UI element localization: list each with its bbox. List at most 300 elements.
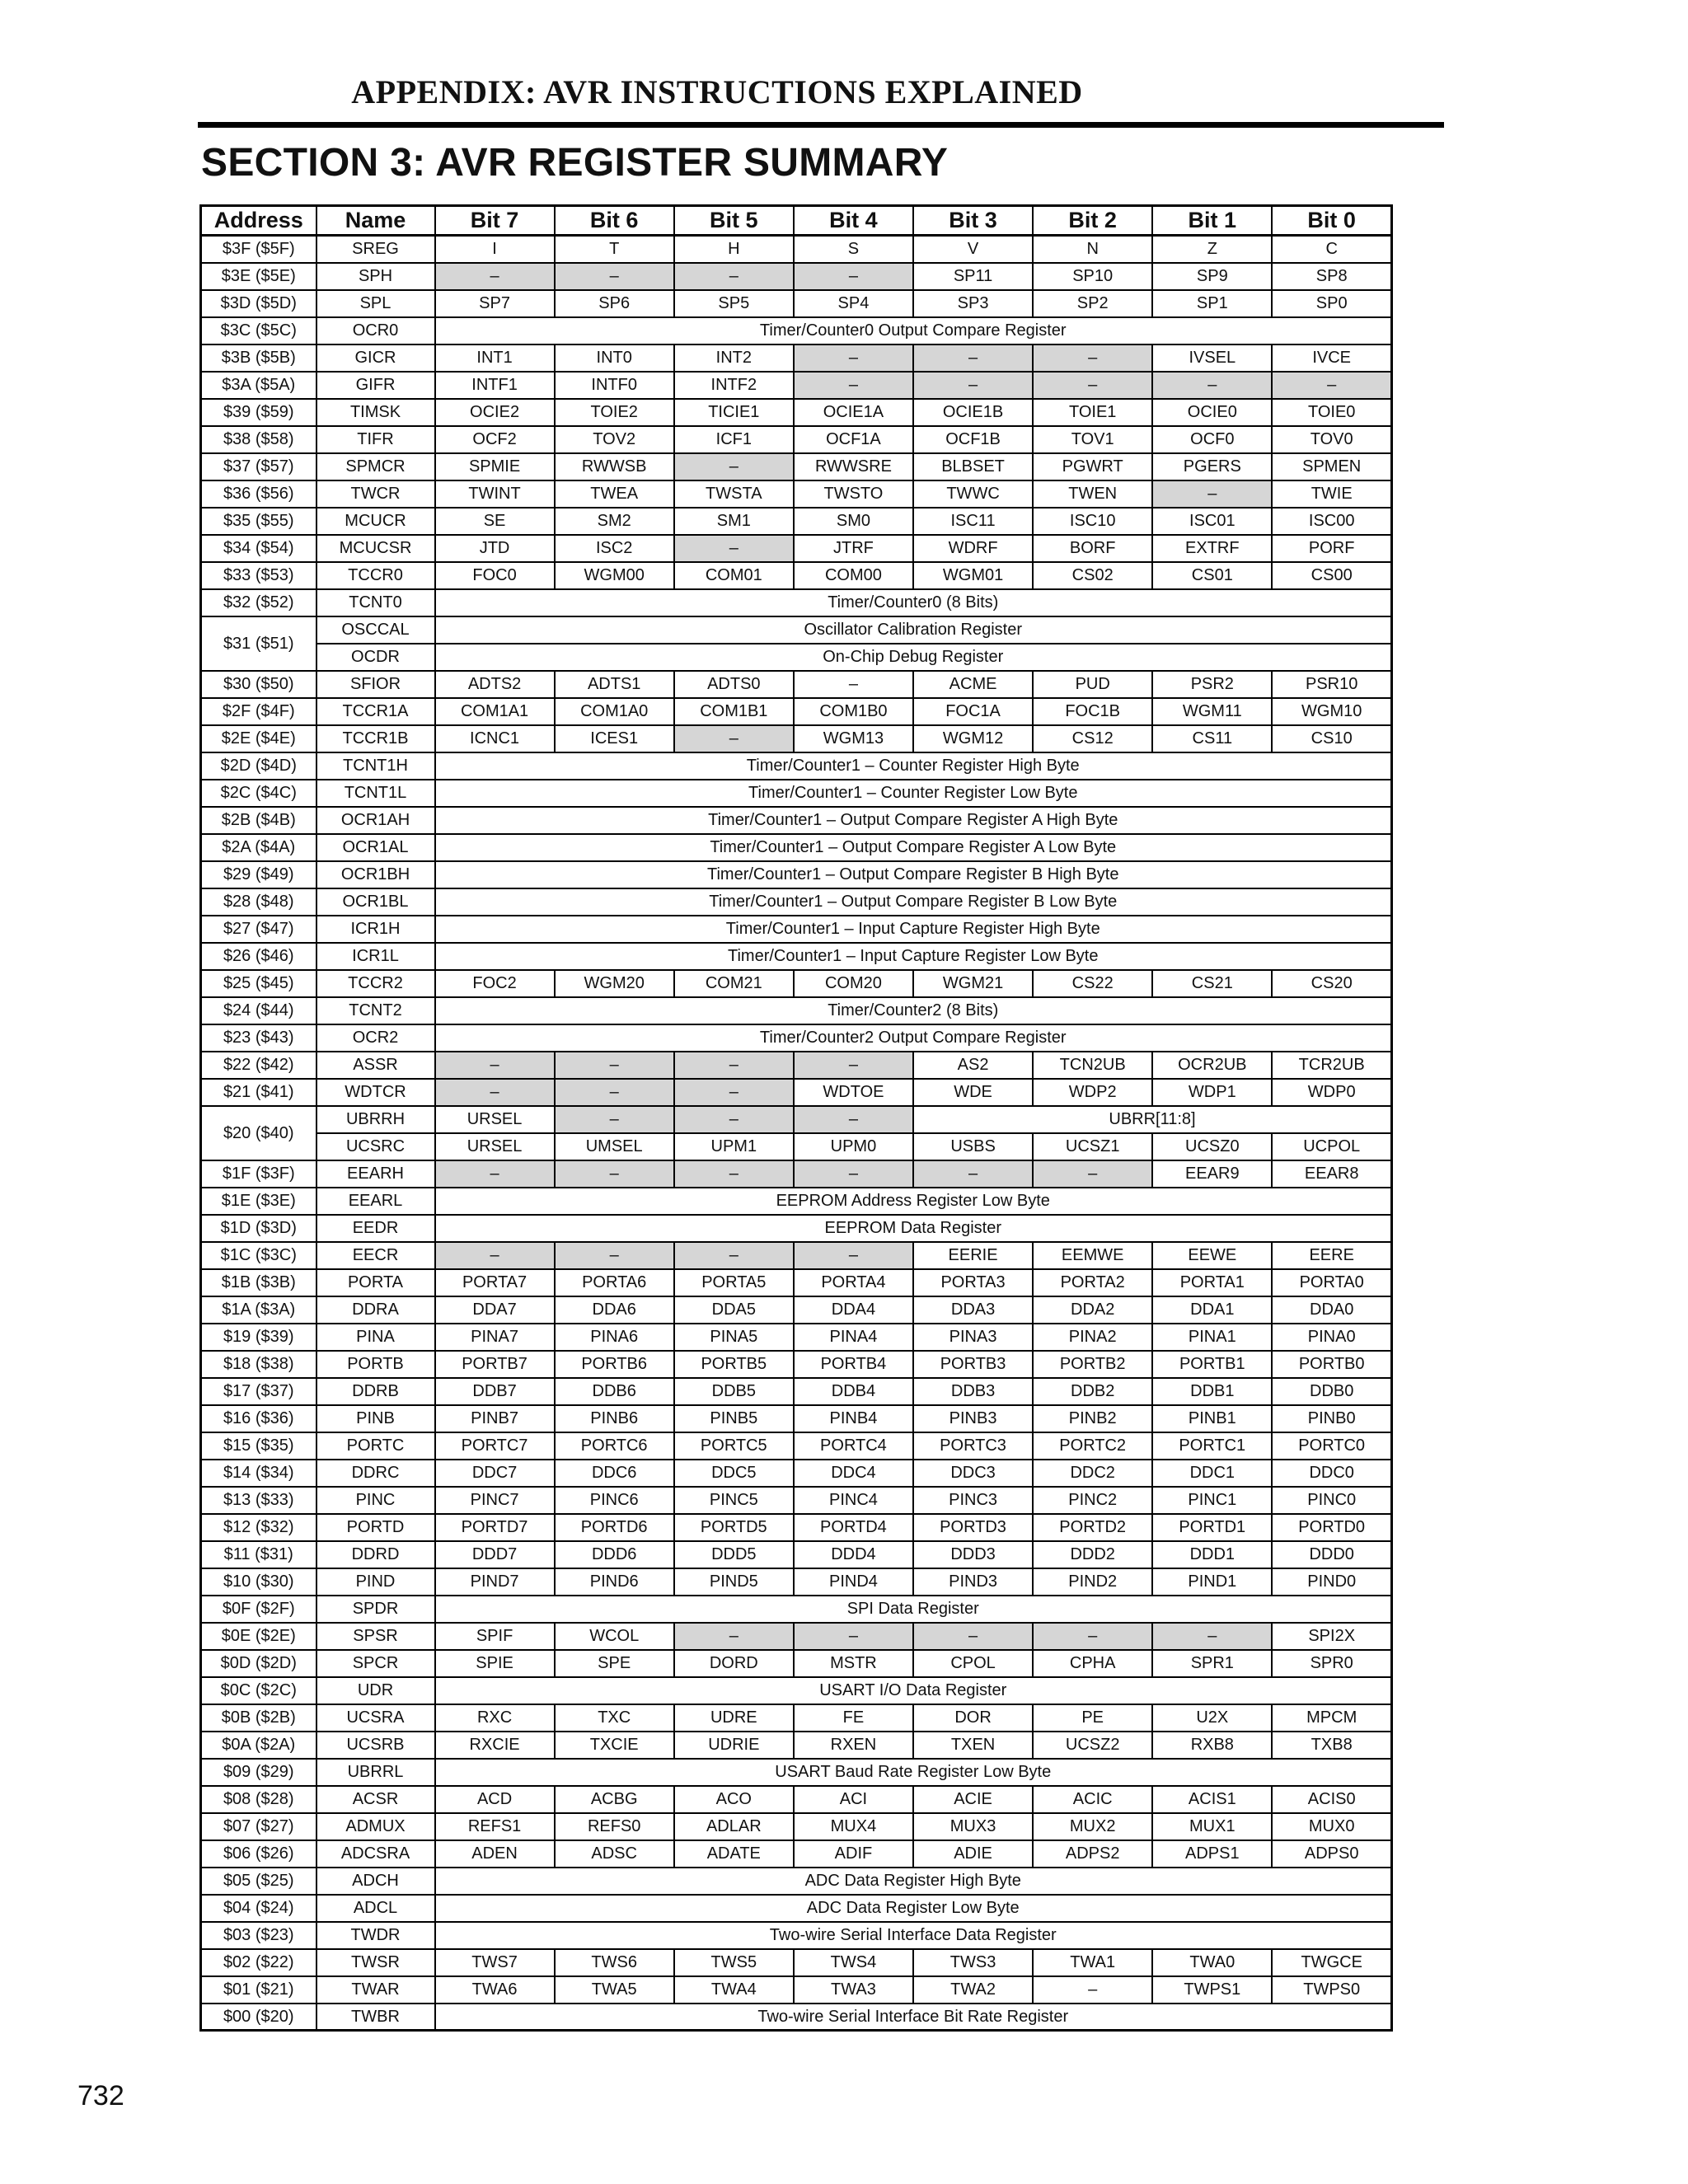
bit-cell: PGWRT	[1033, 453, 1152, 480]
bit-cell: AS2	[913, 1052, 1033, 1079]
table-row	[201, 1976, 1392, 2004]
table-row	[201, 480, 1392, 508]
register-name-cell: SPL	[316, 290, 435, 317]
register-description-cell: Two-wire Serial Interface Bit Rate Register	[435, 2004, 1392, 2031]
table-row	[201, 671, 1392, 698]
register-name-cell: TWDR	[316, 1922, 435, 1949]
bit-cell: INTF1	[435, 372, 555, 399]
table-row	[201, 943, 1392, 970]
bit-cell: WGM11	[1152, 698, 1272, 725]
table-row	[201, 1786, 1392, 1813]
address-cell: $1E ($3E)	[201, 1188, 316, 1215]
register-name-cell: OCR1BL	[316, 888, 435, 916]
table-row	[201, 508, 1392, 535]
bit-cell: COM00	[794, 562, 913, 589]
section-title: SECTION 3: AVR REGISTER SUMMARY	[201, 141, 949, 185]
register-name-cell: TCNT1L	[316, 780, 435, 807]
bit-cell: ICF1	[674, 426, 794, 453]
table-row	[201, 399, 1392, 426]
bit-cell: PSR2	[1152, 671, 1272, 698]
bit-cell: PORTA2	[1033, 1269, 1152, 1296]
table-row	[201, 1215, 1392, 1242]
bit-cell: RXB8	[1152, 1732, 1272, 1759]
address-cell: $3A ($5A)	[201, 372, 316, 399]
reserved-bit-cell: –	[674, 1623, 794, 1650]
register-description-cell: USART I/O Data Register	[435, 1677, 1392, 1704]
address-cell: $30 ($50)	[201, 671, 316, 698]
bit-cell: JTD	[435, 535, 555, 562]
address-cell: $25 ($45)	[201, 970, 316, 997]
bit-cell: DDB6	[555, 1378, 674, 1405]
bit-cell: ADIE	[913, 1840, 1033, 1868]
bit-cell: SPE	[555, 1650, 674, 1677]
register-description-cell: ADC Data Register High Byte	[435, 1868, 1392, 1895]
register-description-cell: SPI Data Register	[435, 1596, 1392, 1623]
register-description-cell: On-Chip Debug Register	[435, 644, 1392, 671]
table-row	[201, 263, 1392, 290]
reserved-bit-cell: –	[555, 263, 674, 290]
register-name-cell: PINC	[316, 1487, 435, 1514]
bit-cell: ISC01	[1152, 508, 1272, 535]
bit-cell: PGERS	[1152, 453, 1272, 480]
address-cell: $08 ($28)	[201, 1786, 316, 1813]
reserved-bit-cell: –	[794, 344, 913, 372]
bit-cell: DDC6	[555, 1460, 674, 1487]
bit-cell: COM20	[794, 970, 913, 997]
table-row	[201, 1840, 1392, 1868]
bit-cell: DDC1	[1152, 1460, 1272, 1487]
register-name-cell: UDR	[316, 1677, 435, 1704]
register-name-cell: WDTCR	[316, 1079, 435, 1106]
register-name-cell: EEARL	[316, 1188, 435, 1215]
bit-cell: TXC	[555, 1704, 674, 1732]
bit-cell: TCN2UB	[1033, 1052, 1152, 1079]
register-name-cell: EEARH	[316, 1160, 435, 1188]
bit-cell: MUX3	[913, 1813, 1033, 1840]
bit-cell: TOV2	[555, 426, 674, 453]
register-description-cell: Timer/Counter0 Output Compare Register	[435, 317, 1392, 344]
bit-cell: EERE	[1272, 1242, 1391, 1269]
bit-cell: PINB4	[794, 1405, 913, 1432]
table-row	[201, 1677, 1392, 1704]
register-name-cell: SPDR	[316, 1596, 435, 1623]
address-cell: $0A ($2A)	[201, 1732, 316, 1759]
register-name-cell: TCNT1H	[316, 752, 435, 780]
address-cell: $23 ($43)	[201, 1024, 316, 1052]
register-name-cell: UCSRC	[316, 1133, 435, 1160]
bit-cell: EEWE	[1152, 1242, 1272, 1269]
bit-cell: PINC6	[555, 1487, 674, 1514]
table-row	[201, 1568, 1392, 1596]
bit-cell: CS01	[1152, 562, 1272, 589]
reserved-bit-cell: –	[1152, 480, 1272, 508]
table-row	[201, 616, 1392, 644]
bit-cell: PORTC2	[1033, 1432, 1152, 1460]
reserved-bit-cell: –	[913, 372, 1033, 399]
table-row	[201, 1160, 1392, 1188]
table-row	[201, 344, 1392, 372]
register-description-cell: Timer/Counter1 – Counter Register Low Byte	[435, 780, 1392, 807]
bit-cell: ADTS2	[435, 671, 555, 698]
bit-cell: COM21	[674, 970, 794, 997]
address-cell: $33 ($53)	[201, 562, 316, 589]
table-row	[201, 1868, 1392, 1895]
bit-cell: C	[1272, 236, 1391, 263]
bit-cell: PORTD3	[913, 1514, 1033, 1541]
table-row	[201, 644, 1392, 671]
bit-cell: CS10	[1272, 725, 1391, 752]
bit-cell: RXEN	[794, 1732, 913, 1759]
bit-cell: PINB1	[1152, 1405, 1272, 1432]
reserved-bit-cell: –	[674, 1052, 794, 1079]
register-name-cell: SPSR	[316, 1623, 435, 1650]
table-row	[201, 1949, 1392, 1976]
bit-cell: PORTA4	[794, 1269, 913, 1296]
table-row	[201, 1106, 1392, 1133]
register-name-cell: OSCCAL	[316, 616, 435, 644]
table-row	[201, 1759, 1392, 1786]
table-row	[201, 1242, 1392, 1269]
table-row	[201, 997, 1392, 1024]
page-number: 732	[77, 2080, 124, 2111]
bit-cell: PINA6	[555, 1324, 674, 1351]
bit-cell: ACIC	[1033, 1786, 1152, 1813]
table-row	[201, 1188, 1392, 1215]
table-row	[201, 1895, 1392, 1922]
bit-cell: DDB1	[1152, 1378, 1272, 1405]
bit-cell: OCF1B	[913, 426, 1033, 453]
running-header: APPENDIX: AVR INSTRUCTIONS EXPLAINED	[351, 73, 1083, 110]
header-rule	[198, 122, 1444, 128]
reserved-bit-cell: –	[674, 725, 794, 752]
bit-cell: JTRF	[794, 535, 913, 562]
bit-cell: PORTA7	[435, 1269, 555, 1296]
bit-cell: WDTOE	[794, 1079, 913, 1106]
bit-cell: PORTB5	[674, 1351, 794, 1378]
bit-cell: ADIF	[794, 1840, 913, 1868]
bit-cell: PORTC5	[674, 1432, 794, 1460]
bit-cell: SPMIE	[435, 453, 555, 480]
address-cell: $12 ($32)	[201, 1514, 316, 1541]
bit-cell: SM2	[555, 508, 674, 535]
col-header-bit5: Bit 5	[674, 206, 794, 236]
bit-cell: DDD4	[794, 1541, 913, 1568]
address-cell: $28 ($48)	[201, 888, 316, 916]
bit-cell: PINC1	[1152, 1487, 1272, 1514]
bit-cell: FOC2	[435, 970, 555, 997]
bit-cell: RXCIE	[435, 1732, 555, 1759]
bit-cell: PORTC6	[555, 1432, 674, 1460]
address-cell: $37 ($57)	[201, 453, 316, 480]
bit-cell: ACO	[674, 1786, 794, 1813]
bit-cell: DDB4	[794, 1378, 913, 1405]
register-name-cell: DDRA	[316, 1296, 435, 1324]
table-row	[201, 834, 1392, 861]
address-cell: $3F ($5F)	[201, 236, 316, 263]
bit-cell: EXTRF	[1152, 535, 1272, 562]
bit-cell: PORTA3	[913, 1269, 1033, 1296]
register-name-cell: TCNT2	[316, 997, 435, 1024]
bit-cell: DDA7	[435, 1296, 555, 1324]
bit-cell: DDA6	[555, 1296, 674, 1324]
bit-cell: DDD7	[435, 1541, 555, 1568]
bit-cell: DDA4	[794, 1296, 913, 1324]
table-row	[201, 236, 1392, 263]
address-cell: $16 ($36)	[201, 1405, 316, 1432]
bit-cell: UCSZ0	[1152, 1133, 1272, 1160]
bit-cell: DDB7	[435, 1378, 555, 1405]
address-cell: $18 ($38)	[201, 1351, 316, 1378]
register-name-cell: DDRB	[316, 1378, 435, 1405]
bit-cell: TOV0	[1272, 426, 1391, 453]
table-body	[201, 236, 1392, 2031]
register-name-cell: PINA	[316, 1324, 435, 1351]
bit-cell: PINB3	[913, 1405, 1033, 1432]
bit-cell: PORTC3	[913, 1432, 1033, 1460]
address-cell: $0E ($2E)	[201, 1623, 316, 1650]
bit-cell: TWA1	[1033, 1949, 1152, 1976]
bit-cell: CS00	[1272, 562, 1391, 589]
bit-cell: OCIE1B	[913, 399, 1033, 426]
table-row	[201, 1460, 1392, 1487]
bit-cell: ADTS0	[674, 671, 794, 698]
bit-cell: SPIF	[435, 1623, 555, 1650]
bit-cell: PORTB7	[435, 1351, 555, 1378]
reserved-bit-cell: –	[1033, 372, 1152, 399]
reserved-bit-cell: –	[435, 1160, 555, 1188]
bit-cell: PORTA5	[674, 1269, 794, 1296]
col-header-bit7: Bit 7	[435, 206, 555, 236]
col-header-bit0: Bit 0	[1272, 206, 1391, 236]
bit-cell: MUX0	[1272, 1813, 1391, 1840]
col-header-bit1: Bit 1	[1152, 206, 1272, 236]
register-name-cell: EECR	[316, 1242, 435, 1269]
bit-cell: COM1B0	[794, 698, 913, 725]
bit-cell: OCR2UB	[1152, 1052, 1272, 1079]
reserved-bit-cell: –	[435, 1242, 555, 1269]
bit-cell: PORTD1	[1152, 1514, 1272, 1541]
bit-cell: PINB2	[1033, 1405, 1152, 1432]
bit-cell: SP6	[555, 290, 674, 317]
register-summary-table	[199, 204, 1393, 2032]
bit-cell: SP11	[913, 263, 1033, 290]
reserved-bit-cell: –	[794, 1242, 913, 1269]
address-cell: $0D ($2D)	[201, 1650, 316, 1677]
bit-cell: PORTB2	[1033, 1351, 1152, 1378]
register-name-cell: DDRD	[316, 1541, 435, 1568]
bit-cell: RWWSB	[555, 453, 674, 480]
reserved-bit-cell: –	[435, 263, 555, 290]
bit-cell: OCIE1A	[794, 399, 913, 426]
register-name-cell: ADCSRA	[316, 1840, 435, 1868]
bit-cell: TWA5	[555, 1976, 674, 2004]
bit-cell: PINB7	[435, 1405, 555, 1432]
reserved-bit-cell: –	[555, 1052, 674, 1079]
reserved-bit-cell: –	[794, 263, 913, 290]
register-description-cell: Timer/Counter1 – Output Compare Register A Low Byte	[435, 834, 1392, 861]
bit-cell: TWSTO	[794, 480, 913, 508]
address-cell: $1F ($3F)	[201, 1160, 316, 1188]
bit-cell: PINA1	[1152, 1324, 1272, 1351]
bit-cell: PINA0	[1272, 1324, 1391, 1351]
address-cell: $1B ($3B)	[201, 1269, 316, 1296]
address-cell: $05 ($25)	[201, 1868, 316, 1895]
reserved-bit-cell: –	[1033, 1623, 1152, 1650]
bit-cell: IVCE	[1272, 344, 1391, 372]
bit-cell: PORTA6	[555, 1269, 674, 1296]
bit-cell: PORTC1	[1152, 1432, 1272, 1460]
table-row	[201, 1813, 1392, 1840]
table-row	[201, 1296, 1392, 1324]
register-name-cell: TCCR1B	[316, 725, 435, 752]
bit-cell: WCOL	[555, 1623, 674, 1650]
bit-cell: CS21	[1152, 970, 1272, 997]
bit-cell: DDA0	[1272, 1296, 1391, 1324]
bit-cell: WDRF	[913, 535, 1033, 562]
table-row	[201, 888, 1392, 916]
bit-cell: WDE	[913, 1079, 1033, 1106]
bit-cell: WGM01	[913, 562, 1033, 589]
register-name-cell: UBRRH	[316, 1106, 435, 1133]
table-row	[201, 1514, 1392, 1541]
bit-cell: SPMEN	[1272, 453, 1391, 480]
bit-cell: PORTD2	[1033, 1514, 1152, 1541]
bit-cell: PORTD7	[435, 1514, 555, 1541]
table-row	[201, 1922, 1392, 1949]
reserved-bit-cell: –	[794, 1106, 913, 1133]
bit-cell: PORTA0	[1272, 1269, 1391, 1296]
bit-cell: WGM00	[555, 562, 674, 589]
bit-cell: ACIE	[913, 1786, 1033, 1813]
col-header-bit3: Bit 3	[913, 206, 1033, 236]
bit-cell: URSEL	[435, 1106, 555, 1133]
reserved-bit-cell: –	[555, 1106, 674, 1133]
reserved-bit-cell: –	[794, 1160, 913, 1188]
bit-cell: ADSC	[555, 1840, 674, 1868]
register-name-cell: TCCR1A	[316, 698, 435, 725]
register-name-cell: ADMUX	[316, 1813, 435, 1840]
table-row	[201, 1079, 1392, 1106]
register-name-cell: OCR1BH	[316, 861, 435, 888]
register-name-cell: SPMCR	[316, 453, 435, 480]
register-name-cell: TWBR	[316, 2004, 435, 2031]
bit-cell: MPCM	[1272, 1704, 1391, 1732]
bit-cell: TXEN	[913, 1732, 1033, 1759]
address-cell: $32 ($52)	[201, 589, 316, 616]
table-row	[201, 535, 1392, 562]
address-cell: $11 ($31)	[201, 1541, 316, 1568]
bit-cell: DDC2	[1033, 1460, 1152, 1487]
bit-cell: PINB0	[1272, 1405, 1391, 1432]
register-description-cell: ADC Data Register Low Byte	[435, 1895, 1392, 1922]
register-description-cell: Timer/Counter0 (8 Bits)	[435, 589, 1392, 616]
reserved-bit-cell: –	[1272, 372, 1391, 399]
bit-cell: MUX4	[794, 1813, 913, 1840]
bit-cell: PORTD5	[674, 1514, 794, 1541]
reserved-bit-cell: –	[435, 1079, 555, 1106]
bit-cell: TOIE2	[555, 399, 674, 426]
bit-cell: DDC4	[794, 1460, 913, 1487]
bit-cell: SP1	[1152, 290, 1272, 317]
address-cell: $3C ($5C)	[201, 317, 316, 344]
bit-cell: CS11	[1152, 725, 1272, 752]
bit-cell: DDA2	[1033, 1296, 1152, 1324]
address-cell: $02 ($22)	[201, 1949, 316, 1976]
bit-cell: IVSEL	[1152, 344, 1272, 372]
reserved-bit-cell: –	[555, 1079, 674, 1106]
bit-cell: ACIS1	[1152, 1786, 1272, 1813]
table-row	[201, 725, 1392, 752]
register-name-cell: TCCR2	[316, 970, 435, 997]
table-row	[201, 1487, 1392, 1514]
bit-cell: TWA4	[674, 1976, 794, 2004]
reserved-bit-cell: –	[674, 1160, 794, 1188]
bit-cell: WGM10	[1272, 698, 1391, 725]
bit-cell: REFS0	[555, 1813, 674, 1840]
reserved-bit-cell: –	[674, 453, 794, 480]
bit-cell: DDD0	[1272, 1541, 1391, 1568]
bit-cell: DDC5	[674, 1460, 794, 1487]
bit-cell: TWS3	[913, 1949, 1033, 1976]
table-row	[201, 372, 1392, 399]
address-cell: $2F ($4F)	[201, 698, 316, 725]
reserved-bit-cell: –	[913, 1623, 1033, 1650]
bit-cell: MUX1	[1152, 1813, 1272, 1840]
bit-cell: DDD5	[674, 1541, 794, 1568]
register-name-cell: PORTA	[316, 1269, 435, 1296]
register-name-cell: MCUCSR	[316, 535, 435, 562]
table-row	[201, 1024, 1392, 1052]
bit-cell: TWS5	[674, 1949, 794, 1976]
register-description-cell: UBRR[11:8]	[913, 1106, 1392, 1133]
col-header-bit6: Bit 6	[555, 206, 674, 236]
bit-cell: PORTD0	[1272, 1514, 1391, 1541]
reserved-bit-cell: –	[1152, 372, 1272, 399]
address-cell: $19 ($39)	[201, 1324, 316, 1351]
bit-cell: WGM13	[794, 725, 913, 752]
register-name-cell: PORTD	[316, 1514, 435, 1541]
bit-cell: ACBG	[555, 1786, 674, 1813]
bit-cell: COM1A0	[555, 698, 674, 725]
reserved-bit-cell: –	[794, 1623, 913, 1650]
bit-cell: OCIE0	[1152, 399, 1272, 426]
bit-cell: DDB2	[1033, 1378, 1152, 1405]
bit-cell: PINA7	[435, 1324, 555, 1351]
address-cell: $3D ($5D)	[201, 290, 316, 317]
bit-cell: ACI	[794, 1786, 913, 1813]
register-description-cell: Timer/Counter1 – Counter Register High Byte	[435, 752, 1392, 780]
bit-cell: ISC00	[1272, 508, 1391, 535]
register-name-cell: SPH	[316, 263, 435, 290]
bit-cell: DDB5	[674, 1378, 794, 1405]
bit-cell: SP7	[435, 290, 555, 317]
bit-cell: TWPS1	[1152, 1976, 1272, 2004]
address-cell: $21 ($41)	[201, 1079, 316, 1106]
register-name-cell: PORTB	[316, 1351, 435, 1378]
col-header-bit2: Bit 2	[1033, 206, 1152, 236]
bit-cell: UCPOL	[1272, 1133, 1391, 1160]
bit-cell: TWPS0	[1272, 1976, 1391, 2004]
address-cell: $0B ($2B)	[201, 1704, 316, 1732]
bit-cell: SP2	[1033, 290, 1152, 317]
bit-cell: DDD3	[913, 1541, 1033, 1568]
table-row	[201, 317, 1392, 344]
register-name-cell: UCSRB	[316, 1732, 435, 1759]
register-name-cell: TCCR0	[316, 562, 435, 589]
bit-cell: PIND6	[555, 1568, 674, 1596]
bit-cell: SP9	[1152, 263, 1272, 290]
address-cell: $07 ($27)	[201, 1813, 316, 1840]
